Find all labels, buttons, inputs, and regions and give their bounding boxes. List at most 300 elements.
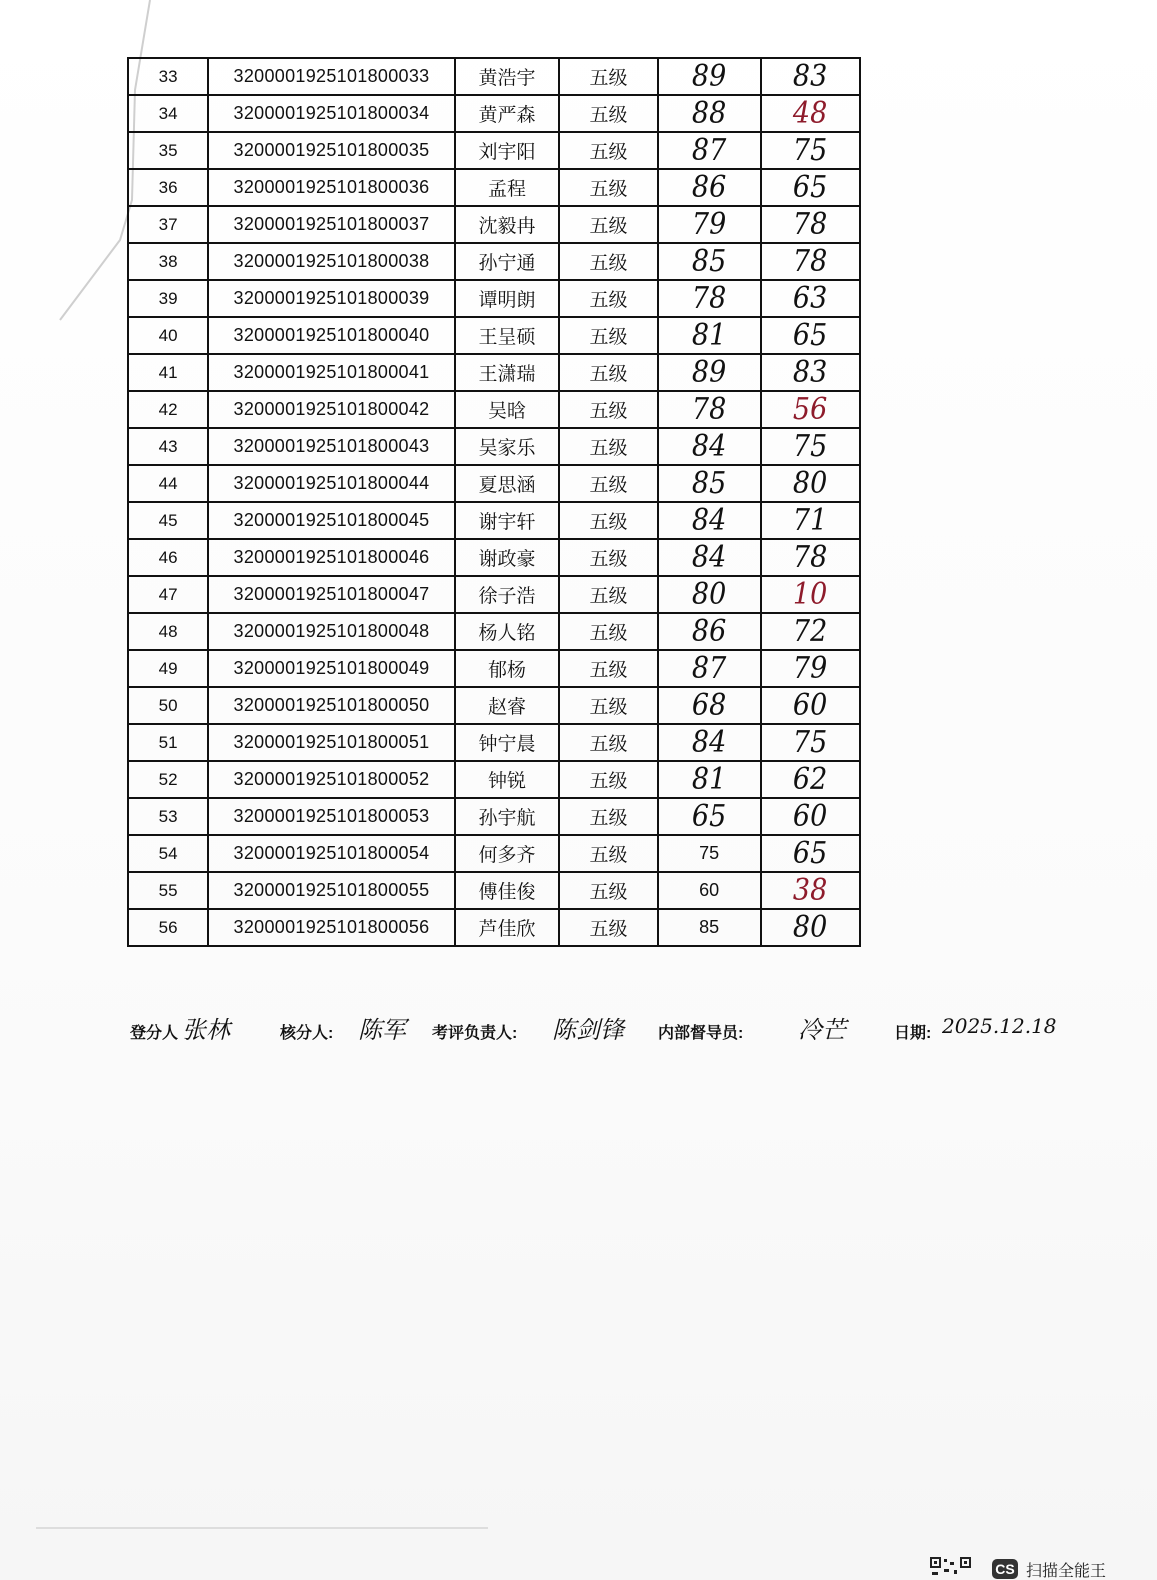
score-2-cell: [761, 909, 860, 946]
student-name-text: 孟程: [488, 179, 527, 200]
date-label: 日期:: [894, 1025, 932, 1042]
score-table: [127, 57, 861, 947]
score-1-text: 89: [691, 58, 727, 94]
row-number-text: 40: [158, 325, 178, 345]
candidate-id-cell: [208, 465, 455, 502]
score-1-text: 78: [691, 280, 727, 316]
row-number-cell: [128, 761, 208, 798]
score-2-cell: [761, 317, 860, 354]
level-text: 五级: [589, 549, 628, 570]
recorder-label: 登分人: [130, 1025, 179, 1042]
row-number-text: 53: [158, 806, 178, 826]
row-number-cell: [128, 354, 208, 391]
level-cell: [559, 650, 657, 687]
candidate-id-text: 3200001925101800052: [233, 769, 430, 789]
row-number-cell: [128, 835, 208, 872]
score-2-cell: [761, 835, 860, 872]
candidate-id-text: 3200001925101800049: [233, 658, 430, 678]
row-number-cell: [128, 798, 208, 835]
level-text: 五级: [589, 68, 628, 89]
table-row: [128, 58, 860, 95]
score-2-text: 62: [793, 761, 828, 797]
table-row: [128, 724, 860, 761]
student-name-text: 钟宁晨: [478, 734, 536, 755]
row-number-text: 52: [158, 769, 178, 789]
score-1-text: 65: [691, 798, 727, 834]
score-1-text: 86: [691, 613, 727, 649]
score-2-text: 60: [793, 798, 828, 834]
row-number-cell: [128, 909, 208, 946]
score-1-text: 75: [699, 843, 720, 863]
level-cell: [559, 465, 657, 502]
level-cell: [559, 132, 657, 169]
student-name-text: 夏思涵: [478, 475, 536, 496]
row-number-cell: [128, 613, 208, 650]
table-row: [128, 613, 860, 650]
score-1-text: 84: [691, 428, 727, 464]
level-cell: [559, 724, 657, 761]
student-name-cell: [455, 206, 560, 243]
student-name-text: 郁杨: [488, 660, 527, 681]
score-2-text: 78: [793, 243, 828, 279]
table-row: [128, 539, 860, 576]
candidate-id-text: 3200001925101800042: [233, 399, 430, 419]
student-name-text: 赵睿: [488, 697, 527, 718]
score-1-text: 79: [691, 206, 727, 242]
row-number-text: 33: [158, 66, 178, 86]
score-2-text: 72: [793, 613, 828, 649]
row-number-text: 41: [158, 362, 178, 382]
score-2-text: 56: [793, 391, 828, 427]
level-cell: [559, 428, 657, 465]
score-2-text: 75: [793, 132, 828, 168]
student-name-cell: [455, 613, 560, 650]
student-name-cell: [455, 872, 560, 909]
row-number-cell: [128, 206, 208, 243]
student-name-cell: [455, 539, 560, 576]
score-2-cell: [761, 280, 860, 317]
candidate-id-cell: [208, 576, 455, 613]
candidate-id-cell: [208, 687, 455, 724]
row-number-text: 54: [158, 843, 178, 863]
score-2-cell: [761, 465, 860, 502]
examiner-signature: 陈剑锋: [552, 1016, 624, 1044]
level-text: 五级: [589, 327, 628, 348]
score-1-cell: [658, 650, 761, 687]
student-name-text: 王呈硕: [478, 327, 536, 348]
table-row: [128, 872, 860, 909]
candidate-id-text: 3200001925101800056: [233, 917, 430, 937]
candidate-id-cell: [208, 539, 455, 576]
level-text: 五级: [589, 475, 628, 496]
score-1-cell: [658, 502, 761, 539]
table-row: [128, 280, 860, 317]
score-2-text: 65: [793, 317, 828, 353]
level-text: 五级: [589, 253, 628, 274]
row-number-text: 37: [158, 214, 178, 234]
row-number-text: 34: [158, 103, 178, 123]
student-name-cell: [455, 909, 560, 946]
candidate-id-cell: [208, 169, 455, 206]
row-number-cell: [128, 132, 208, 169]
candidate-id-cell: [208, 95, 455, 132]
score-2-text: 80: [793, 909, 828, 945]
candidate-id-text: 3200001925101800041: [233, 362, 430, 382]
candidate-id-text: 3200001925101800033: [233, 66, 430, 86]
level-cell: [559, 872, 657, 909]
student-name-text: 吴晗: [488, 401, 527, 422]
level-cell: [559, 909, 657, 946]
score-2-cell: [761, 169, 860, 206]
student-name-cell: [455, 317, 560, 354]
score-2-cell: [761, 576, 860, 613]
level-text: 五级: [589, 771, 628, 792]
level-cell: [559, 354, 657, 391]
level-cell: [559, 169, 657, 206]
table-row: [128, 576, 860, 613]
candidate-id-cell: [208, 280, 455, 317]
student-name-text: 傅佳俊: [478, 882, 536, 903]
candidate-id-cell: [208, 132, 455, 169]
row-number-text: 42: [158, 399, 178, 419]
candidate-id-text: 3200001925101800055: [233, 880, 430, 900]
student-name-cell: [455, 650, 560, 687]
candidate-id-cell: [208, 798, 455, 835]
level-text: 五级: [589, 586, 628, 607]
row-number-text: 46: [158, 547, 178, 567]
checker-signature: 陈军: [358, 1016, 406, 1044]
score-2-cell: [761, 724, 860, 761]
level-cell: [559, 391, 657, 428]
row-number-cell: [128, 95, 208, 132]
score-2-cell: [761, 132, 860, 169]
level-cell: [559, 95, 657, 132]
score-2-cell: [761, 95, 860, 132]
level-text: 五级: [589, 512, 628, 533]
score-1-cell: [658, 687, 761, 724]
score-2-text: 80: [793, 465, 828, 501]
row-number-text: 56: [158, 917, 178, 937]
row-number-cell: [128, 317, 208, 354]
camscanner-logo-icon: CS: [992, 1559, 1018, 1579]
level-cell: [559, 576, 657, 613]
student-name-cell: [455, 465, 560, 502]
level-cell: [559, 687, 657, 724]
candidate-id-text: 3200001925101800037: [233, 214, 430, 234]
row-number-text: 38: [158, 251, 178, 271]
candidate-id-cell: [208, 391, 455, 428]
score-1-text: 80: [691, 576, 727, 612]
row-number-cell: [128, 58, 208, 95]
candidate-id-cell: [208, 835, 455, 872]
level-text: 五级: [589, 179, 628, 200]
row-number-cell: [128, 539, 208, 576]
score-2-cell: [761, 798, 860, 835]
student-name-cell: [455, 835, 560, 872]
row-number-text: 43: [158, 436, 178, 456]
score-2-text: 75: [793, 724, 828, 760]
score-2-text: 63: [793, 280, 828, 316]
level-cell: [559, 539, 657, 576]
student-name-cell: [455, 280, 560, 317]
student-name-text: 芦佳欣: [478, 919, 536, 940]
table-row: [128, 354, 860, 391]
student-name-text: 王潇瑞: [478, 364, 536, 385]
student-name-cell: [455, 798, 560, 835]
candidate-id-cell: [208, 243, 455, 280]
score-1-cell: [658, 169, 761, 206]
candidate-id-text: 3200001925101800036: [233, 177, 430, 197]
score-1-cell: [658, 835, 761, 872]
score-1-text: 86: [691, 169, 727, 205]
level-cell: [559, 613, 657, 650]
score-1-cell: [658, 465, 761, 502]
score-1-cell: [658, 317, 761, 354]
row-number-cell: [128, 243, 208, 280]
row-number-cell: [128, 391, 208, 428]
student-name-cell: [455, 391, 560, 428]
student-name-text: 钟锐: [488, 771, 527, 792]
student-name-text: 谢政豪: [478, 549, 536, 570]
level-text: 五级: [589, 401, 628, 422]
score-1-cell: [658, 724, 761, 761]
score-2-cell: [761, 428, 860, 465]
level-text: 五级: [589, 845, 628, 866]
row-number-cell: [128, 872, 208, 909]
score-1-cell: [658, 132, 761, 169]
score-2-text: 65: [793, 835, 828, 871]
score-1-cell: [658, 95, 761, 132]
candidate-id-cell: [208, 613, 455, 650]
row-number-text: 48: [158, 621, 178, 641]
candidate-id-cell: [208, 872, 455, 909]
table-row: [128, 206, 860, 243]
row-number-text: 45: [158, 510, 178, 530]
qr-code-icon: [930, 1557, 972, 1579]
candidate-id-text: 3200001925101800043: [233, 436, 430, 456]
candidate-id-text: 3200001925101800045: [233, 510, 430, 530]
score-1-text: 85: [691, 243, 727, 279]
student-name-cell: [455, 576, 560, 613]
candidate-id-cell: [208, 354, 455, 391]
table-row: [128, 169, 860, 206]
score-1-cell: [658, 613, 761, 650]
candidate-id-cell: [208, 724, 455, 761]
supervisor-signature: 冷芒: [798, 1016, 846, 1044]
level-cell: [559, 502, 657, 539]
student-name-cell: [455, 354, 560, 391]
row-number-cell: [128, 724, 208, 761]
row-number-text: 49: [158, 658, 178, 678]
candidate-id-text: 3200001925101800039: [233, 288, 430, 308]
candidate-id-text: 3200001925101800035: [233, 140, 430, 160]
score-1-text: 87: [691, 132, 727, 168]
level-cell: [559, 798, 657, 835]
score-1-cell: [658, 206, 761, 243]
score-1-text: 81: [691, 317, 727, 353]
candidate-id-cell: [208, 58, 455, 95]
score-1-cell: [658, 798, 761, 835]
table-row: [128, 132, 860, 169]
level-cell: [559, 58, 657, 95]
score-2-text: 79: [793, 650, 828, 686]
score-table-body: [128, 58, 860, 946]
student-name-cell: [455, 428, 560, 465]
student-name-text: 刘宇阳: [478, 142, 536, 163]
level-text: 五级: [589, 216, 628, 237]
student-name-text: 黄严森: [478, 105, 536, 126]
row-number-text: 36: [158, 177, 178, 197]
table-row: [128, 798, 860, 835]
student-name-text: 徐子浩: [478, 586, 536, 607]
student-name-cell: [455, 132, 560, 169]
level-text: 五级: [589, 660, 628, 681]
score-1-text: 85: [699, 917, 720, 937]
score-2-cell: [761, 650, 860, 687]
score-2-text: 38: [793, 872, 828, 908]
level-cell: [559, 835, 657, 872]
row-number-text: 44: [158, 473, 178, 493]
level-text: 五级: [589, 438, 628, 459]
score-1-text: 68: [691, 687, 727, 723]
score-1-cell: [658, 872, 761, 909]
row-number-text: 50: [158, 695, 178, 715]
score-2-cell: [761, 243, 860, 280]
student-name-text: 谢宇轩: [478, 512, 536, 533]
score-2-cell: [761, 502, 860, 539]
candidate-id-cell: [208, 909, 455, 946]
score-1-cell: [658, 761, 761, 798]
candidate-id-cell: [208, 428, 455, 465]
candidate-id-cell: [208, 761, 455, 798]
score-2-text: 10: [793, 576, 828, 612]
score-2-text: 65: [793, 169, 828, 205]
student-name-text: 谭明朗: [478, 290, 536, 311]
score-1-cell: [658, 354, 761, 391]
candidate-id-text: 3200001925101800051: [233, 732, 430, 752]
score-1-cell: [658, 539, 761, 576]
score-2-cell: [761, 872, 860, 909]
level-text: 五级: [589, 734, 628, 755]
level-text: 五级: [589, 697, 628, 718]
row-number-cell: [128, 576, 208, 613]
candidate-id-text: 3200001925101800048: [233, 621, 430, 641]
table-row: [128, 835, 860, 872]
student-name-text: 孙宁通: [478, 253, 536, 274]
score-1-text: 60: [699, 880, 720, 900]
score-2-cell: [761, 761, 860, 798]
checker-label: 核分人:: [280, 1025, 334, 1042]
score-1-text: 87: [691, 650, 727, 686]
score-2-cell: [761, 354, 860, 391]
candidate-id-cell: [208, 206, 455, 243]
row-number-text: 55: [158, 880, 178, 900]
candidate-id-text: 3200001925101800053: [233, 806, 430, 826]
signature-line: [130, 1008, 1090, 1048]
table-row: [128, 465, 860, 502]
score-1-cell: [658, 576, 761, 613]
score-2-cell: [761, 687, 860, 724]
row-number-cell: [128, 169, 208, 206]
score-1-text: 78: [691, 391, 727, 427]
level-cell: [559, 761, 657, 798]
row-number-cell: [128, 687, 208, 724]
candidate-id-text: 3200001925101800047: [233, 584, 430, 604]
row-number-text: 39: [158, 288, 178, 308]
student-name-text: 沈毅冉: [478, 216, 536, 237]
candidate-id-cell: [208, 502, 455, 539]
student-name-cell: [455, 169, 560, 206]
student-name-cell: [455, 95, 560, 132]
table-row: [128, 687, 860, 724]
row-number-text: 35: [158, 140, 178, 160]
candidate-id-text: 3200001925101800046: [233, 547, 430, 567]
table-row: [128, 391, 860, 428]
row-number-text: 51: [158, 732, 178, 752]
candidate-id-text: 3200001925101800040: [233, 325, 430, 345]
score-2-text: 78: [793, 539, 828, 575]
table-row: [128, 650, 860, 687]
level-text: 五级: [589, 105, 628, 126]
student-name-text: 杨人铭: [478, 623, 536, 644]
level-cell: [559, 280, 657, 317]
candidate-id-text: 3200001925101800044: [233, 473, 430, 493]
table-row: [128, 428, 860, 465]
scanner-watermark-text: 扫描全能王: [1026, 1563, 1107, 1580]
score-1-cell: [658, 58, 761, 95]
score-1-cell: [658, 391, 761, 428]
score-1-cell: [658, 280, 761, 317]
student-name-cell: [455, 243, 560, 280]
candidate-id-cell: [208, 317, 455, 354]
scan-edge-line: [36, 1527, 488, 1529]
table-row: [128, 95, 860, 132]
score-1-text: 88: [691, 95, 727, 131]
level-text: 五级: [589, 142, 628, 163]
score-1-text: 84: [691, 539, 727, 575]
score-2-cell: [761, 391, 860, 428]
score-1-cell: [658, 243, 761, 280]
table-row: [128, 243, 860, 280]
row-number-cell: [128, 280, 208, 317]
table-row: [128, 909, 860, 946]
student-name-text: 孙宇航: [478, 808, 536, 829]
row-number-cell: [128, 502, 208, 539]
level-text: 五级: [589, 623, 628, 644]
scanner-watermark: [930, 1553, 1157, 1580]
score-2-text: 83: [793, 354, 828, 390]
score-2-text: 78: [793, 206, 828, 242]
level-text: 五级: [589, 364, 628, 385]
score-2-text: 75: [793, 428, 828, 464]
score-1-cell: [658, 909, 761, 946]
score-2-cell: [761, 613, 860, 650]
row-number-cell: [128, 465, 208, 502]
level-text: 五级: [589, 882, 628, 903]
score-1-text: 89: [691, 354, 727, 390]
student-name-text: 黄浩宇: [478, 68, 536, 89]
score-1-text: 85: [691, 465, 727, 501]
date-value: 2025.12.18: [942, 1014, 1057, 1038]
score-2-text: 83: [793, 58, 828, 94]
level-text: 五级: [589, 919, 628, 940]
score-1-text: 81: [691, 761, 727, 797]
level-cell: [559, 243, 657, 280]
table-row: [128, 317, 860, 354]
score-2-text: 60: [793, 687, 828, 723]
row-number-cell: [128, 650, 208, 687]
student-name-cell: [455, 761, 560, 798]
